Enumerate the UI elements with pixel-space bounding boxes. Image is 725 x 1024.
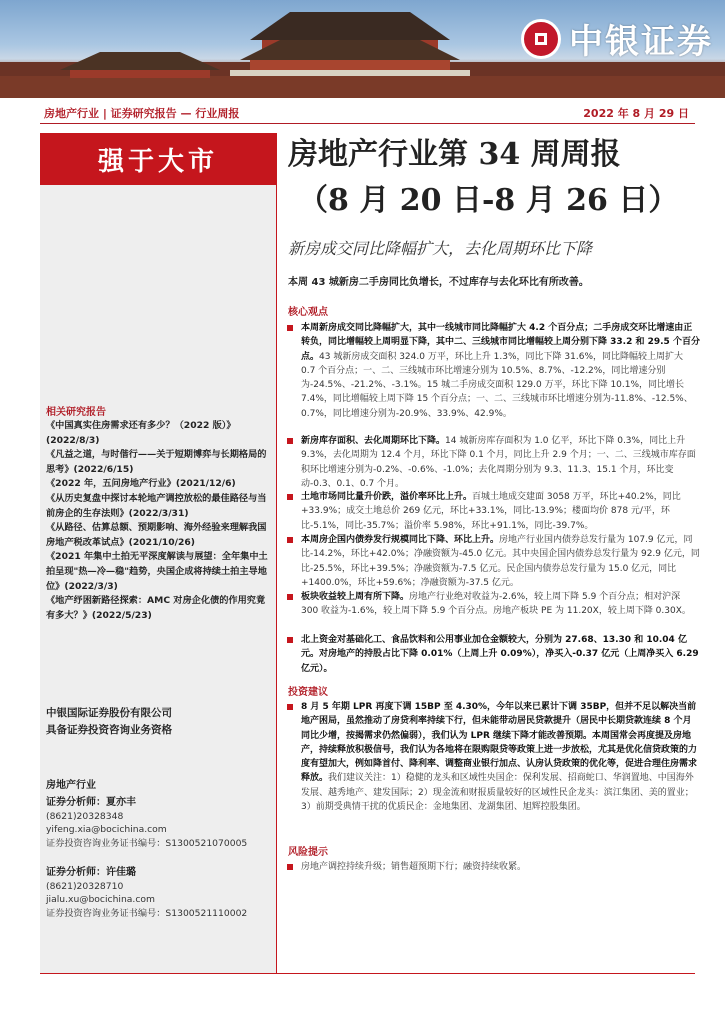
bullet-square-icon [287,704,293,710]
report-title-line1: 房地产行业第 34 周周报 [288,137,621,172]
core-point [287,533,700,590]
related-reports-title: 相关研究报告 [46,407,106,418]
core-point-headline: 板块收益较上周有所下降。 [301,592,410,602]
core-point [287,490,700,533]
related-report-item[interactable]: 《2022 年，五问房地产行业》(2021/12/6) [46,478,236,490]
core-point [287,590,700,619]
header-banner-image [0,0,725,98]
analyst-card [46,796,272,850]
company-name: 中银国际证券股份有限公司 [46,707,172,719]
core-point-headline: 本周新房成交同比降幅扩大，其中一线城市同比降幅扩大 4.2 个百分点；二手房成交环比增速由正转负，同比增幅较上周明显下降，其中二、三线城市同比增幅较上周分别下降 33.2 和 29.5 个百分点。 [301,323,700,362]
report-header-bar [40,103,695,124]
core-point-headline: 本周房企国内债券发行规模同比下降、环比上升。 [301,535,500,545]
report-lead: 本周 43 城新房二手房同比负增长，不过库存与去化环比有所改善。 [288,277,589,288]
core-point [287,321,700,421]
report-title-line2: （8 月 20 日-8 月 26 日） [298,183,679,218]
investment-point [287,700,700,814]
analyst-name: 证券分析师：夏亦丰 [46,797,136,808]
analyst-card [46,866,272,920]
core-point-headline: 土地市场同比量升价跌，溢价率环比上升。 [301,492,473,502]
risk-label: 风险提示 [288,847,328,858]
core-point [287,434,700,491]
core-point [287,633,700,676]
broker-logo-text: 中银证券 [569,22,713,62]
report-category: 房地产行业 | 证券研究报告 — 行业周报 [44,107,240,120]
company-qualification: 具备证券投资咨询业务资格 [46,724,172,736]
report-date: 2022 年 8 月 29 日 [583,107,689,120]
bullet-square-icon [287,325,293,331]
related-report-item[interactable]: 《从路径、估算总额、预期影响、海外经验来理解我国房地产税改革试点》(2021/10/26) [46,522,267,548]
broker-logo [521,14,713,63]
investment-point-headline: 8 月 5 年期 LPR 再度下调 15BP 至 4.30%，今年以来已累计下调 35BP，但并不足以解决当前地产困局，虽然推动了房贷利率持续下行，但未能带动居民贷款提升（居民中长期贷款连续 8 个月同比少增，按揭需求仍然偏弱），我们认为 LPR 继续下降才能改善预期。本周国常会再度提及房地产，持续释放积极信号，我们认为各地将在限购限贷等政策上进一步放松，尤其是优化信贷政策的力度有望加大，例如降首付、降利率、调整商业银行加点、认房认贷政策的优化等，促进合理住房需求释放。 [301,702,698,784]
related-reports-list [46,419,272,623]
analyst-phone: (8621)20328348 [46,810,124,822]
bullet-square-icon [287,637,293,643]
analyst-license: 证券投资咨询业务证书编号：S1300521110002 [46,907,248,919]
core-point-body: 房地产行业国内债券总发行量为 107.9 亿元，同比-14.2%，环比+42.0%；净融资额为-45.0 亿元。其中央国企国内债券总发行量为 92.9 亿元，同比-25.5%，环比+39.5%；净融资额为-7.5 亿元。民企国内债券总发行量为 15.0 亿元，同比+1400.0%，环比+59.6%；净融资额为-37.5 亿元。 [301,535,700,588]
industry-label: 房地产行业 [46,780,96,791]
analyst-email[interactable]: yifeng.xia@bocichina.com [46,824,167,836]
report-title [288,132,708,224]
risk-point [287,860,700,874]
core-point-body: 百城土地成交建面 3058 万平，环比+40.2%，同比+33.9%；成交土地总价 269 亿元，环比+33.1%，同比-13.9%；楼面均价 878 元/平，环比-5.1%，同比-35.7%；溢价率 5.98%，环比+91.1%，同比-39.7%。 [301,492,681,531]
bullet-square-icon [287,594,293,600]
related-report-item[interactable]: 《凡益之道，与时偕行——关于短期博弈与长期格局的思考》(2022/6/15) [46,449,267,475]
bank-of-china-logo-icon [521,19,561,59]
footer-divider [40,973,695,974]
rating-badge: 强于大市 [40,133,276,185]
analyst-license: 证券投资咨询业务证书编号：S1300521070005 [46,837,248,849]
related-report-item[interactable]: 《2021 年集中土拍无平深度解读与展望：全年集中土拍呈现"热—冷—稳"趋势，央国企成将持续土拍主导地位》(2022/3/3) [46,551,268,592]
related-report-item[interactable]: 《中国真实住房需求还有多少？（2022 版）》(2022/8/3) [46,420,236,446]
analyst-email[interactable]: jialu.xu@bocichina.com [46,894,155,906]
investment-advice-label: 投资建议 [288,687,328,698]
analyst-name: 证券分析师：许佳璐 [46,867,136,878]
core-point-headline: 新房库存面积、去化周期环比下降。 [301,436,446,446]
core-views-label: 核心观点 [288,307,328,318]
core-point-body: 43 城新房成交面积 324.0 万平，环比上升 1.3%，同比下降 31.6%，同比降幅较上周扩大 0.7 个百分点；一、二、三线城市环比增速分别为 10.5%、8.7%、-12.2%，同比增速分别为-24.5%、-21.2%、-3.1%。15 城二手房成交面积 129.0 万平，环比下降 10.1%，同比增长 7.4%，同比增幅较上周下降 15 个百分点；一、二、三线城市环比增速分别为-11.8%、-12.5%、0.7%，同比增速分别为-20.9%、33.9%、42.9%。 [301,351,693,419]
report-subtitle: 新房成交同比降幅扩大，去化周期环比下降 [288,239,593,258]
risk-point-body: 房地产调控持续升级；销售超预期下行；融资持续收紧。 [301,862,527,872]
bullet-square-icon [287,494,293,500]
bullet-square-icon [287,864,293,870]
related-report-item[interactable]: 《从历史复盘中探讨本轮地产调控放松的最佳路径与当前房企的生存法则》(2022/3/31) [46,492,267,519]
bullet-square-icon [287,537,293,543]
sidebar-divider [276,133,277,973]
core-point-headline: 北上资金对基础化工、食品饮料和公用事业加仓金额较大，分别为 27.68、13.30 和 10.04 亿元。对房地产的持股占比下降 0.01%（上周上升 0.09%），净买入-0.37 亿元（上周净买入 6.29 亿元）。 [301,635,699,674]
investment-point-body: 我们建议关注：1）稳健的龙头和区域性央国企：保利发展、招商蛇口、华润置地、中国海外发展、越秀地产、建发国际；2）现金流和财报质量较好的区域性民企龙头：滨江集团、美的置业；3）前期受典情干扰的优质民企：金地集团、龙湖集团、旭辉控股集团。 [301,773,694,813]
core-point-body: 14 城新房库存面积为 1.0 亿平，环比下降 0.3%，同比上升 9.3%，去化周期为 12.4 个月，环比下降 0.1 个月，同比上升 2.9 个月；一、二、三线城市库存面积环比增速分别为-0.2%、-0.6%、-1.0%；去化周期分别为 9.3、11.3、15.1 个月，环比变动-0.3、0.1、0.7 个月。 [301,436,696,489]
related-report-item[interactable]: 《地产纾困新路径探索：AMC 对房企化债的作用究竟有多大？》(2022/5/23) [46,595,266,621]
core-point-body: 房地产行业绝对收益为-2.6%，较上周下降 5.9 个百分点；相对沪深 300 收益为-1.6%，较上周下降 5.9 个百分点。房地产板块 PE 为 11.20X，较上周下降 0.30X。 [301,592,691,617]
analyst-phone: (8621)20328710 [46,880,124,892]
bullet-square-icon [287,438,293,444]
company-info [46,705,172,739]
